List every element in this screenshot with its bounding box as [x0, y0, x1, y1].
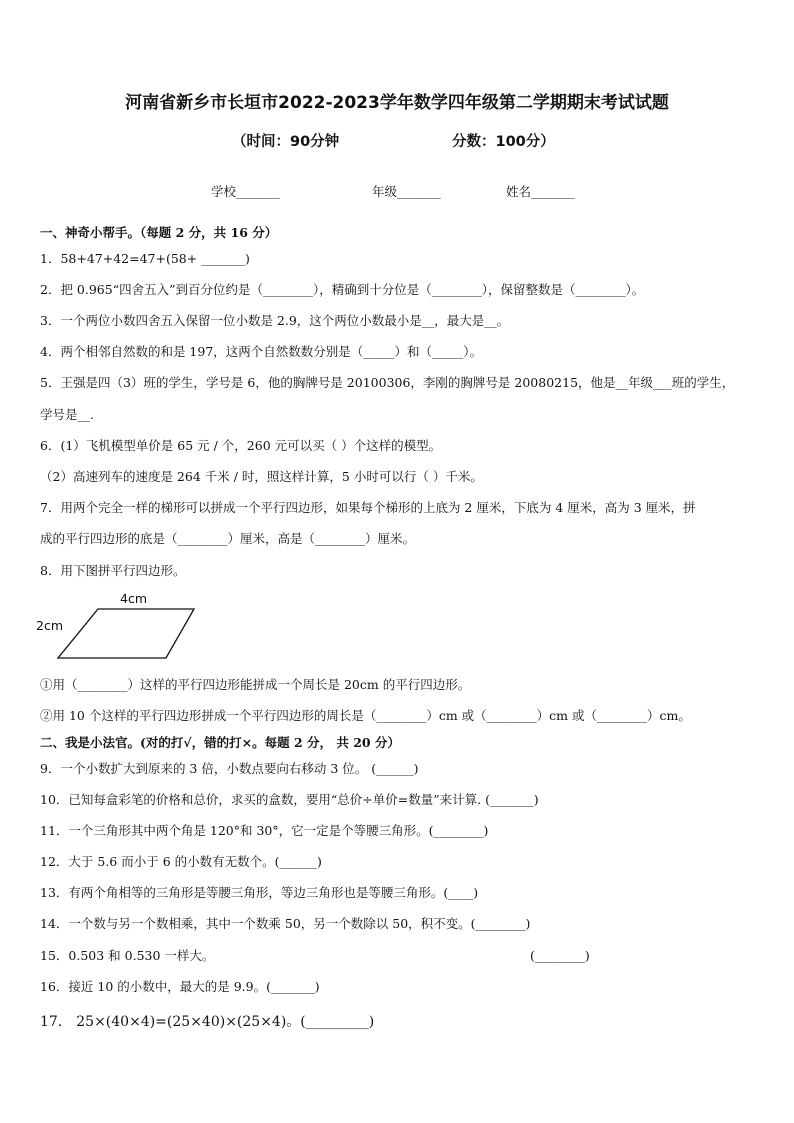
- question-5-line-2: 学号是__.: [40, 407, 94, 422]
- section-1-heading: 一、神奇小帮手。（每题 2 分，共 16 分）: [40, 225, 278, 240]
- question-1: 1．58+47+42=47+(58+ _______): [40, 251, 250, 266]
- question-12: 12．大于 5.6 而小于 6 的小数有无数个。(______): [40, 854, 322, 869]
- question-11: 11．一个三角形其中两个角是 120°和 30°，它一定是个等腰三角形。(________): [40, 823, 489, 838]
- question-8: 8．用下图拼平行四边形。: [40, 563, 186, 578]
- question-7-line-1: 7．用两个完全一样的梯形可以拼成一个平行四边形，如果每个梯形的上底为 2 厘米，下底为 4 厘米，高为 3 厘米，拼: [40, 500, 696, 515]
- school-field: 学校_______: [211, 184, 280, 199]
- question-2: 2．把 0.965“四舍五入”到百分位约是（________），精确到十分位是（________），保留整数是（________）。: [40, 282, 645, 297]
- name-field: 姓名_______: [506, 184, 575, 199]
- question-15: 15．0.503 和 0.530 一样大。: [40, 948, 215, 963]
- question-4: 4．两个相邻自然数的和是 197，这两个自然数数分别是（_____）和（_____）。: [40, 344, 483, 359]
- question-6-part-1: 6．(1）飞机模型单价是 65 元 / 个，260 元可以买（ ）个这样的模型。: [40, 438, 442, 453]
- question-8-part-1: ①用（________）这样的平行四边形能拼成一个周长是 20cm 的平行四边形。: [40, 677, 471, 692]
- question-3: 3．一个两位小数四舍五入保留一位小数是 2.9，这个两位小数最小是__，最大是__。: [40, 313, 510, 328]
- section-2-heading: 二、我是小法官。(对的打√，错的打×。每题 2 分， 共 20 分）: [40, 735, 400, 750]
- parallelogram-shape: [36, 590, 236, 670]
- question-13: 13．有两个角相等的三角形是等腰三角形，等边三角形也是等腰三角形。(____): [40, 885, 479, 900]
- question-10: 10．已知每盒彩笔的价格和总价，求买的盒数，要用“总价÷单价=数量”来计算. (_______): [40, 792, 539, 807]
- question-8-part-2: ②用 10 个这样的平行四边形拼成一个平行四边形的周长是（________）cm 或（________）cm 或（________）cm。: [40, 708, 691, 723]
- question-17: 17． 25×(40×4)=(25×40)×(25×4)。(_________): [40, 1014, 375, 1030]
- question-7-line-2: 成的平行四边形的底是（________）厘米，高是（________）厘米。: [40, 531, 416, 546]
- page-title: 河南省新乡市长垣市2022-2023学年数学四年级第二学期期末考试试题: [125, 93, 669, 113]
- figure-side-label: 2cm: [36, 618, 64, 633]
- question-16: 16．接近 10 的小数中，最大的是 9.9。(_______): [40, 979, 320, 994]
- time-label: （时间：90分钟: [232, 134, 340, 150]
- figure-top-label: 4cm: [120, 591, 148, 606]
- question-6-part-2: （2）高速列车的速度是 264 千米 / 时，照这样计算，5 小时可以行（ ）千米。: [40, 469, 483, 484]
- question-15-answer-blank: (________): [530, 948, 590, 963]
- grade-field: 年级_______: [372, 184, 441, 199]
- question-14: 14．一个数与另一个数相乘，其中一个数乘 50，另一个数除以 50，积不变。(________): [40, 916, 531, 931]
- parallelogram-figure: [36, 590, 236, 670]
- question-9: 9．一个小数扩大到原来的 3 倍，小数点要向右移动 3 位。 (______): [40, 761, 419, 776]
- question-5-line-1: 5．王强是四（3）班的学生，学号是 6，他的胸牌号是 20100306，李刚的胸牌号是 20080215，他是__年级___班的学生，: [40, 375, 735, 390]
- score-label: 分数：100分）: [452, 134, 555, 150]
